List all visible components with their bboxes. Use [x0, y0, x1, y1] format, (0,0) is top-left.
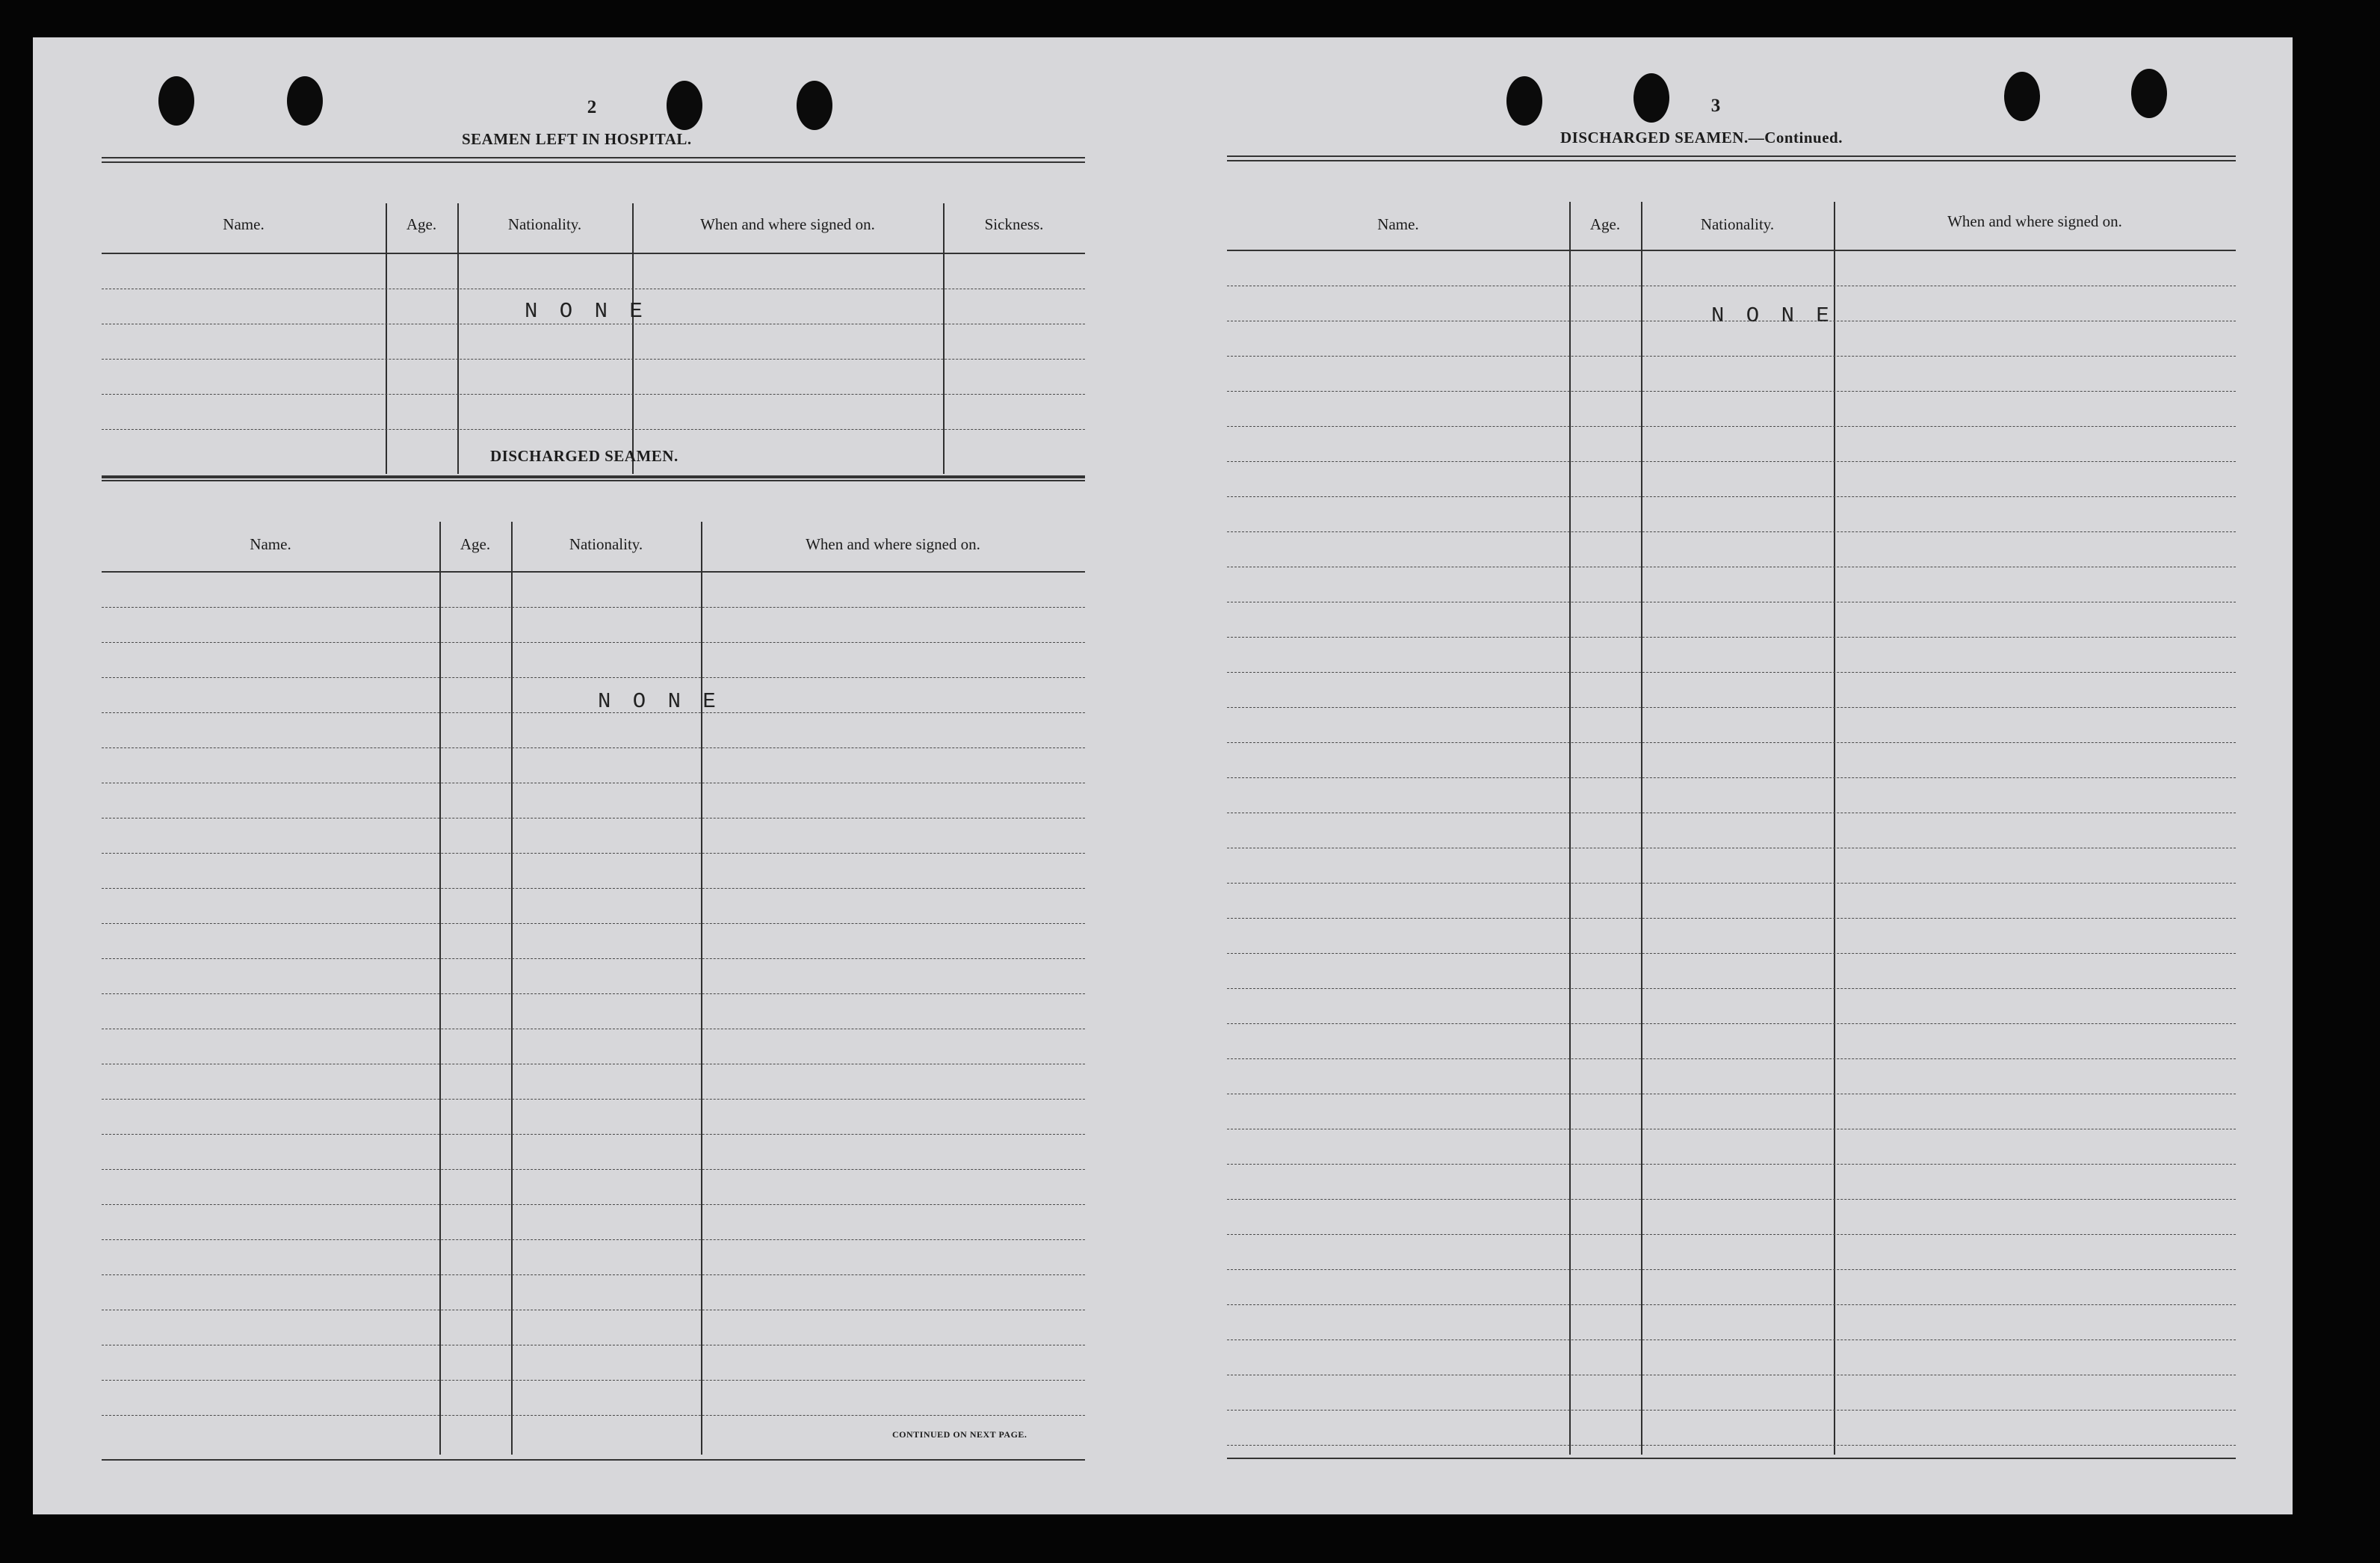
- ruled-line: [102, 923, 1085, 924]
- right-col-signed-on: When and where signed on.: [1947, 212, 2122, 230]
- ruled-line: [1227, 1304, 2236, 1305]
- ruled-line: [1227, 637, 2236, 638]
- ruled-line: [102, 1169, 1085, 1170]
- ruled-line: [1227, 1445, 2236, 1446]
- ruled-line: [102, 993, 1085, 994]
- ruled-line: [102, 677, 1085, 678]
- ruled-line: [1227, 531, 2236, 532]
- right-col-age: Age.: [1589, 215, 1621, 233]
- hospital-col-age: Age.: [406, 215, 437, 233]
- ruled-line: [102, 1099, 1085, 1100]
- punch-hole: [158, 76, 194, 126]
- discharged-col-signed-on: When and where signed on.: [806, 535, 980, 553]
- ruled-line: [1227, 918, 2236, 919]
- ruled-line: [1227, 496, 2236, 497]
- hospital-col-nationality: Nationality.: [507, 215, 582, 233]
- punch-hole: [1506, 76, 1542, 126]
- ruled-line: [102, 888, 1085, 889]
- right-col-name: Name.: [1377, 215, 1419, 233]
- discharged-col-nationality: Nationality.: [569, 535, 643, 553]
- ruled-line: [1227, 391, 2236, 392]
- discharged-nationality-entry: N O N E: [598, 689, 720, 714]
- ruled-line: [102, 1415, 1085, 1416]
- ruled-line: [102, 712, 1085, 713]
- ruled-line: [1227, 1199, 2236, 1200]
- hospital-col-signed-on: When and where signed on.: [700, 215, 875, 233]
- ruled-line: [1227, 461, 2236, 462]
- continued-note: CONTINUED ON NEXT PAGE.: [892, 1429, 1027, 1440]
- hospital-section-title: SEAMEN LEFT IN HOSPITAL.: [462, 130, 692, 148]
- ruled-line: [102, 359, 1085, 360]
- ruled-line: [102, 1239, 1085, 1240]
- hospital-table: [102, 157, 1118, 478]
- left-page-number: 2: [587, 97, 597, 117]
- punch-hole: [2004, 72, 2040, 121]
- ruled-line: [1227, 1234, 2236, 1235]
- right-page-number: 3: [1710, 96, 1721, 116]
- ruled-line: [1227, 1164, 2236, 1165]
- hospital-col-sickness: Sickness.: [984, 215, 1044, 233]
- ruled-line: [102, 853, 1085, 854]
- ruled-line: [1227, 742, 2236, 743]
- ruled-line: [1227, 1269, 2236, 1270]
- ruled-line: [102, 1204, 1085, 1205]
- ruled-line: [102, 429, 1085, 430]
- ruled-line: [1227, 1410, 2236, 1411]
- punch-hole: [667, 81, 702, 130]
- ruled-line: [1227, 1058, 2236, 1059]
- discharged-col-age: Age.: [460, 535, 491, 553]
- ruled-line: [102, 1380, 1085, 1381]
- discharged-col-name: Name.: [250, 535, 291, 553]
- ruled-line: [102, 1274, 1085, 1275]
- ruled-line: [102, 818, 1085, 819]
- discharged-table: [102, 475, 1118, 1462]
- right-col-nationality: Nationality.: [1700, 215, 1775, 233]
- ruled-line: [1227, 988, 2236, 989]
- discharged-section-title: DISCHARGED SEAMEN.: [490, 447, 679, 465]
- ruled-line: [1227, 356, 2236, 357]
- punch-hole: [287, 76, 323, 126]
- punch-hole: [2131, 69, 2167, 118]
- ruled-line: [1227, 426, 2236, 427]
- ruled-line: [102, 747, 1085, 748]
- hospital-nationality-entry: N O N E: [525, 299, 647, 324]
- ruled-line: [102, 1134, 1085, 1135]
- right-discharged-title: DISCHARGED SEAMEN.—Continued.: [1560, 129, 1843, 147]
- document-sheet: [33, 37, 2293, 1514]
- ruled-line: [1227, 1023, 2236, 1024]
- punch-hole: [797, 81, 832, 130]
- ruled-line: [102, 394, 1085, 395]
- ruled-line: [1227, 953, 2236, 954]
- ruled-line: [102, 607, 1085, 608]
- ruled-line: [102, 958, 1085, 959]
- ruled-line: [1227, 777, 2236, 778]
- punch-hole: [1633, 73, 1669, 123]
- ruled-line: [1227, 707, 2236, 708]
- ruled-line: [1227, 883, 2236, 884]
- hospital-col-name: Name.: [223, 215, 265, 233]
- ruled-line: [102, 642, 1085, 643]
- ruled-line: [1227, 672, 2236, 673]
- right-discharged-table: [1227, 155, 2273, 1471]
- right-nationality-entry: N O N E: [1711, 303, 1834, 328]
